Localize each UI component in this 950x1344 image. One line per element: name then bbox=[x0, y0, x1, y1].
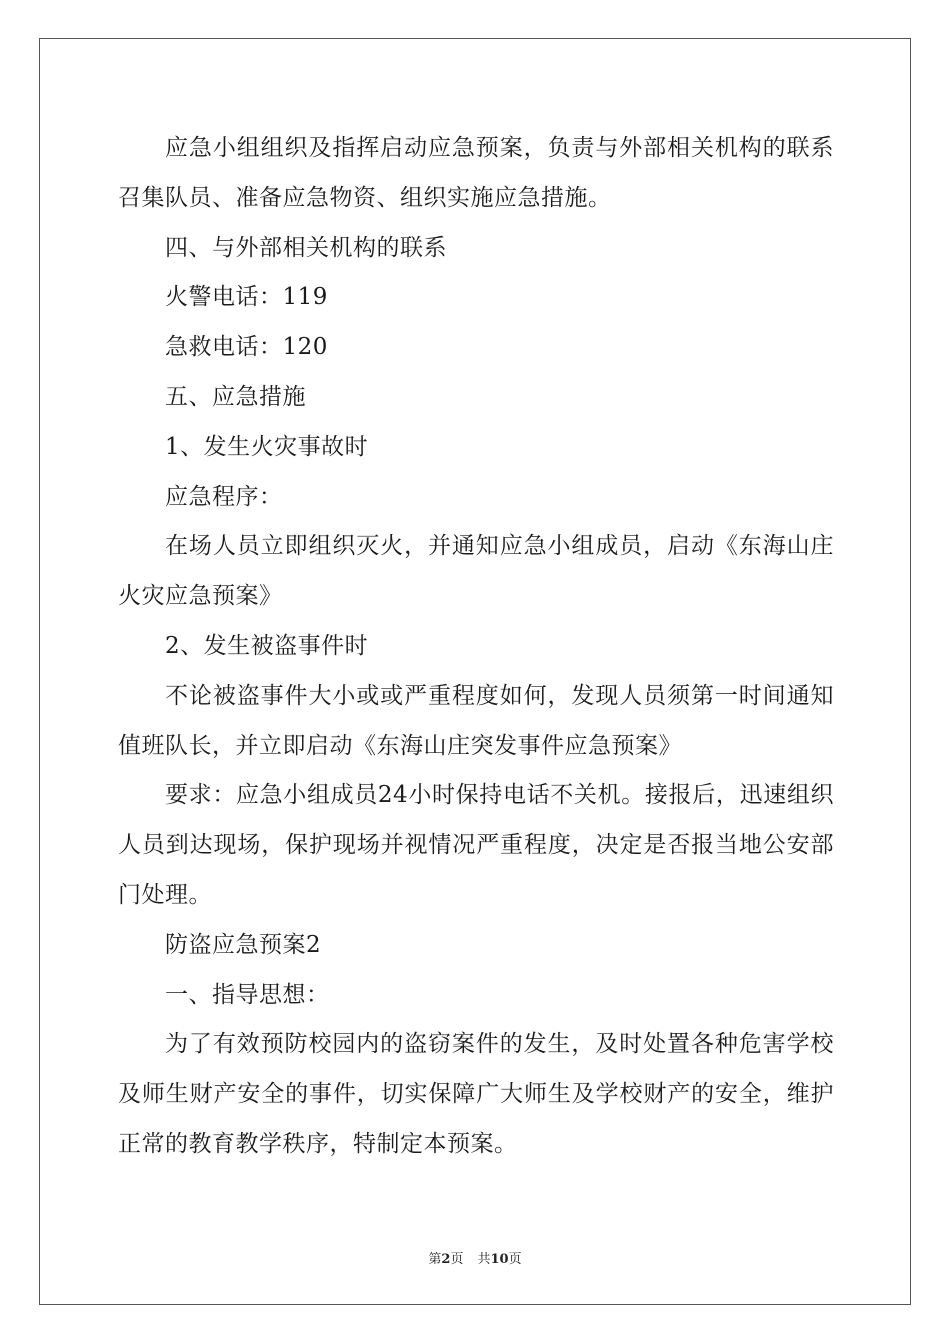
paragraph: 要求：应急小组成员24小时保持电话不关机。接报后，迅速组织人员到达现场，保护现场并视情况严重程度，决定是否报当地公安部门处理。 bbox=[118, 782, 834, 908]
section-heading: 四、与外部相关机构的联系 bbox=[165, 234, 447, 261]
paragraph: 应急小组组织及指挥启动应急预案，负责与外部相关机构的联系召集队员、准备应急物资、组织实施应急措施。 bbox=[118, 135, 834, 211]
section-heading: 五、应急措施 bbox=[165, 383, 306, 410]
page-suffix: 页 bbox=[450, 1252, 464, 1267]
subsection-heading: 2、发生被盗事件时 bbox=[165, 632, 369, 659]
total-prefix: 共 bbox=[477, 1252, 491, 1267]
section-heading: 一、指导思想： bbox=[165, 981, 330, 1008]
page-number: 2 bbox=[441, 1252, 451, 1267]
document-title: 防盗应急预案2 bbox=[165, 931, 322, 958]
paragraph: 应急程序： bbox=[165, 483, 283, 510]
paragraph: 火警电话：119 bbox=[165, 284, 328, 311]
paragraph: 为了有效预防校园内的盗窃案件的发生，及时处置各种危害学校及师生财产安全的事件，切实保障广大师生及学校财产的安全，维护正常的教育教学秩序，特制定本预案。 bbox=[118, 1031, 834, 1157]
total-suffix: 页 bbox=[508, 1252, 522, 1267]
paragraph: 不论被盗事件大小或或严重程度如何，发现人员须第一时间通知值班队长，并立即启动《东海山庄突发事件应急预案》 bbox=[118, 682, 834, 759]
paragraph: 急救电话：120 bbox=[165, 334, 328, 361]
page-prefix: 第 bbox=[428, 1252, 442, 1267]
page-footer bbox=[0, 1248, 950, 1267]
total-pages: 10 bbox=[490, 1252, 509, 1267]
subsection-heading: 1、发生火灾事故时 bbox=[165, 433, 369, 460]
document-body bbox=[118, 124, 834, 1170]
paragraph: 在场人员立即组织灭火，并通知应急小组成员，启动《东海山庄火灾应急预案》 bbox=[118, 533, 834, 610]
